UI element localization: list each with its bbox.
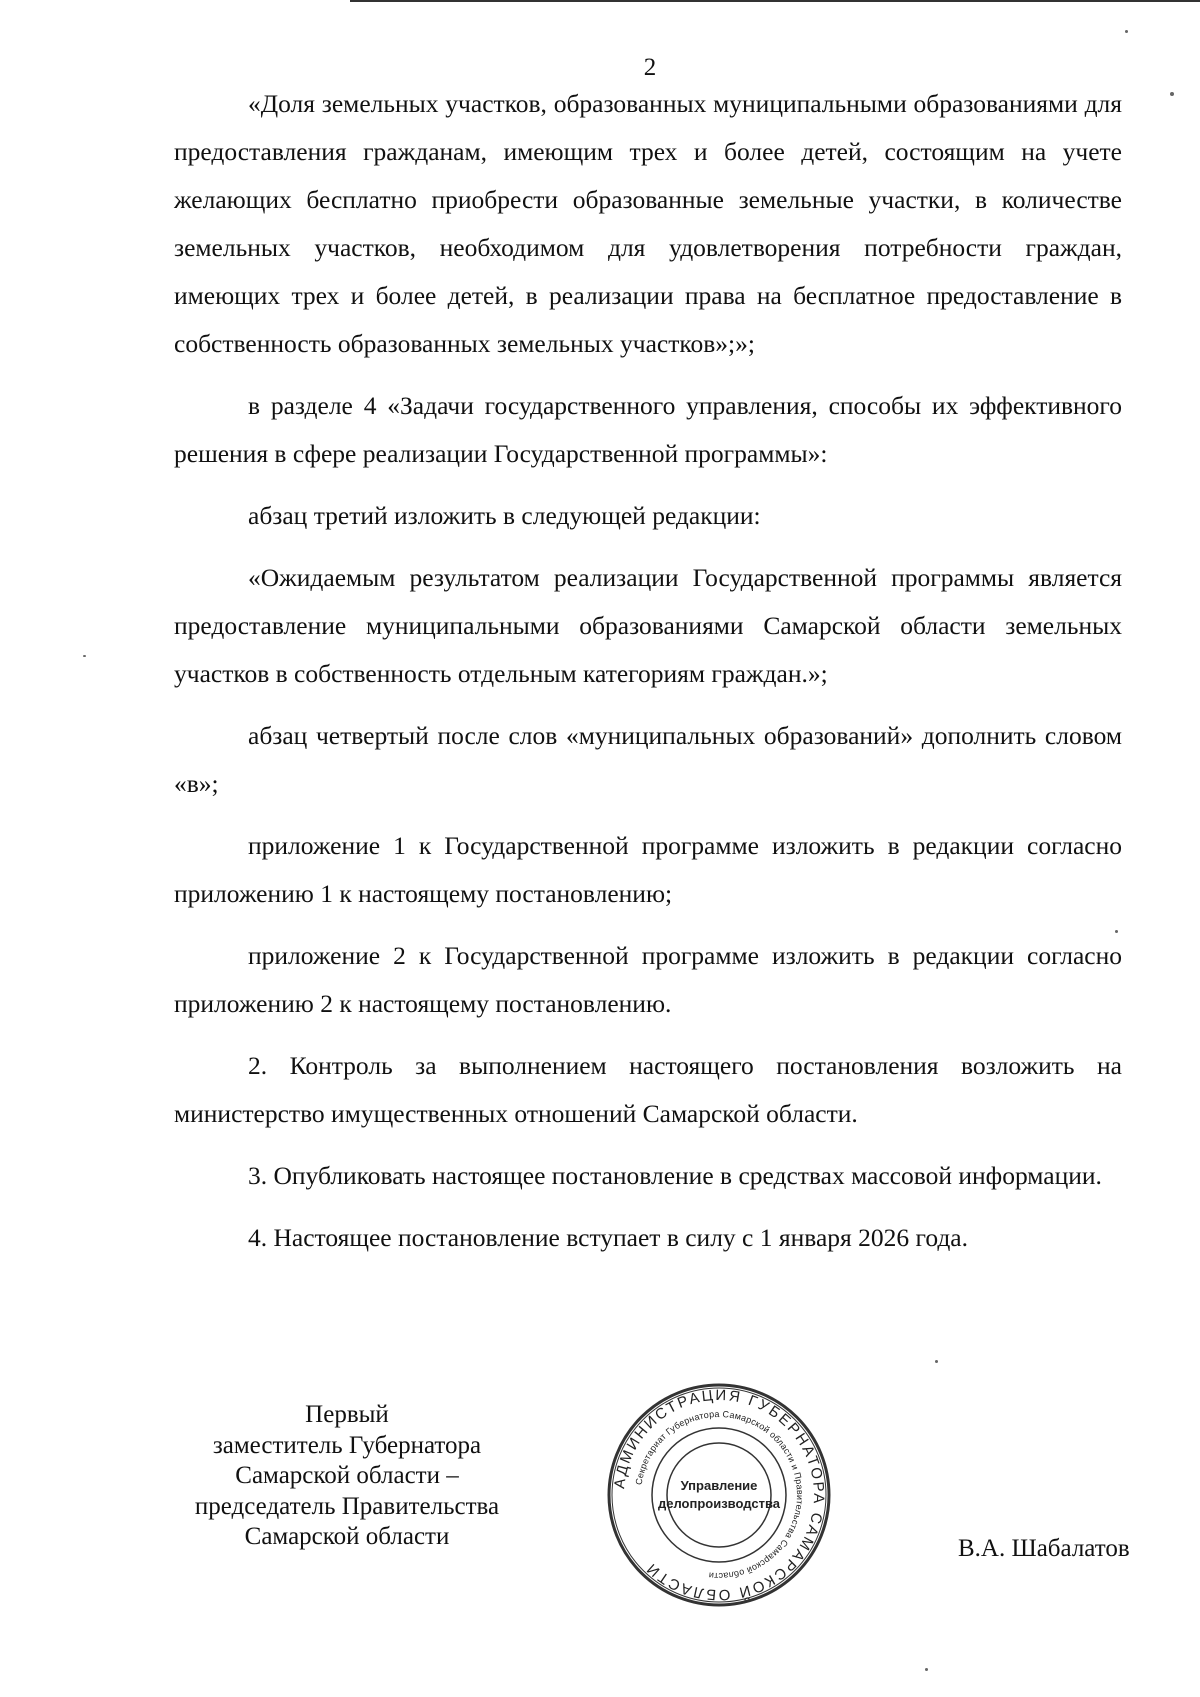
seal-inner-text-path: Секретариат Губернатора Самарской области и Правительства Самарской области	[633, 1408, 806, 1582]
signer-name: В.А. Шабалатов	[958, 1535, 1130, 1562]
scan-speck	[1125, 30, 1128, 33]
paragraph-expected-result: «Ожидаемым результатом реализации Государственной программы является предоставление муниципальными образованиями Самарской области земельных участков в собственность отдельным категориям граждан.»;	[174, 563, 1122, 688]
scan-speck	[925, 1668, 928, 1671]
paragraph-third-abzats: абзац третий изложить в следующей редакции:	[248, 501, 761, 530]
scan-speck	[83, 655, 86, 657]
signer-title-line: Самарской области –	[235, 1462, 459, 1489]
paragraph-appendix-1: приложение 1 к Государственной программе изложить в редакции согласно приложению 1 к настоящему постановлению;	[174, 831, 1122, 908]
seal-center-line-2: делопроизводства	[657, 1496, 781, 1511]
paragraph-item-4-effective-date: 4. Настоящее постановление вступает в силу с 1 января 2026 года.	[248, 1223, 969, 1252]
document-body	[174, 80, 1122, 1262]
top-border-line	[350, 0, 1200, 2]
seal-center-line-1: Управление	[680, 1478, 758, 1493]
signer-title-line: заместитель Губернатора	[212, 1431, 482, 1459]
signer-title-line: Первый	[305, 1401, 389, 1428]
official-seal-stamp	[606, 1382, 832, 1608]
scan-speck	[1170, 92, 1174, 96]
paragraph-item-3-publish: 3. Опубликовать настоящее постановление в средствах массовой информации.	[248, 1161, 1102, 1190]
paragraph-fourth-abzats: абзац четвертый после слов «муниципальных образований» дополнить словом «в»;	[174, 721, 1122, 798]
signer-title-line: председатель Правительства	[194, 1492, 500, 1520]
paragraph-section-4: в разделе 4 «Задачи государственного управления, способы их эффективного решения в сфере реализации Государственной программы»:	[174, 391, 1122, 468]
seal-inner-text	[634, 1409, 805, 1581]
scan-speck	[935, 1360, 938, 1363]
scan-speck	[1115, 930, 1118, 933]
paragraph-share-of-land-plots: «Доля земельных участков, образованных муниципальными образованиями для предоставления гражданам, имеющим трех и более детей, состоящим на учете желающих бесплатно приобрести образованные земельные участки, в количестве земельных участков, необходимом для удовлетворения потребности граждан, имеющих трех и более детей, в реализации права на бесплатное предоставление в собственность образованных земельных участков»;»;	[174, 89, 1122, 358]
paragraph-appendix-2: приложение 2 к Государственной программе изложить в редакции согласно приложению 2 к настоящему постановлению.	[174, 941, 1122, 1018]
page-number: 2	[643, 54, 657, 81]
seal-outer-text-path: АДМИНИСТРАЦИЯ ГУБЕРНАТОРА САМАРСКОЙ ОБЛАСТИ	[611, 1386, 828, 1604]
signer-title-block	[174, 1400, 520, 1553]
signer-title-line: Самарской области	[244, 1523, 450, 1550]
paragraph-item-2-control: 2. Контроль за выполнением настоящего постановления возложить на министерство имущественных отношений Самарской области.	[174, 1051, 1122, 1128]
